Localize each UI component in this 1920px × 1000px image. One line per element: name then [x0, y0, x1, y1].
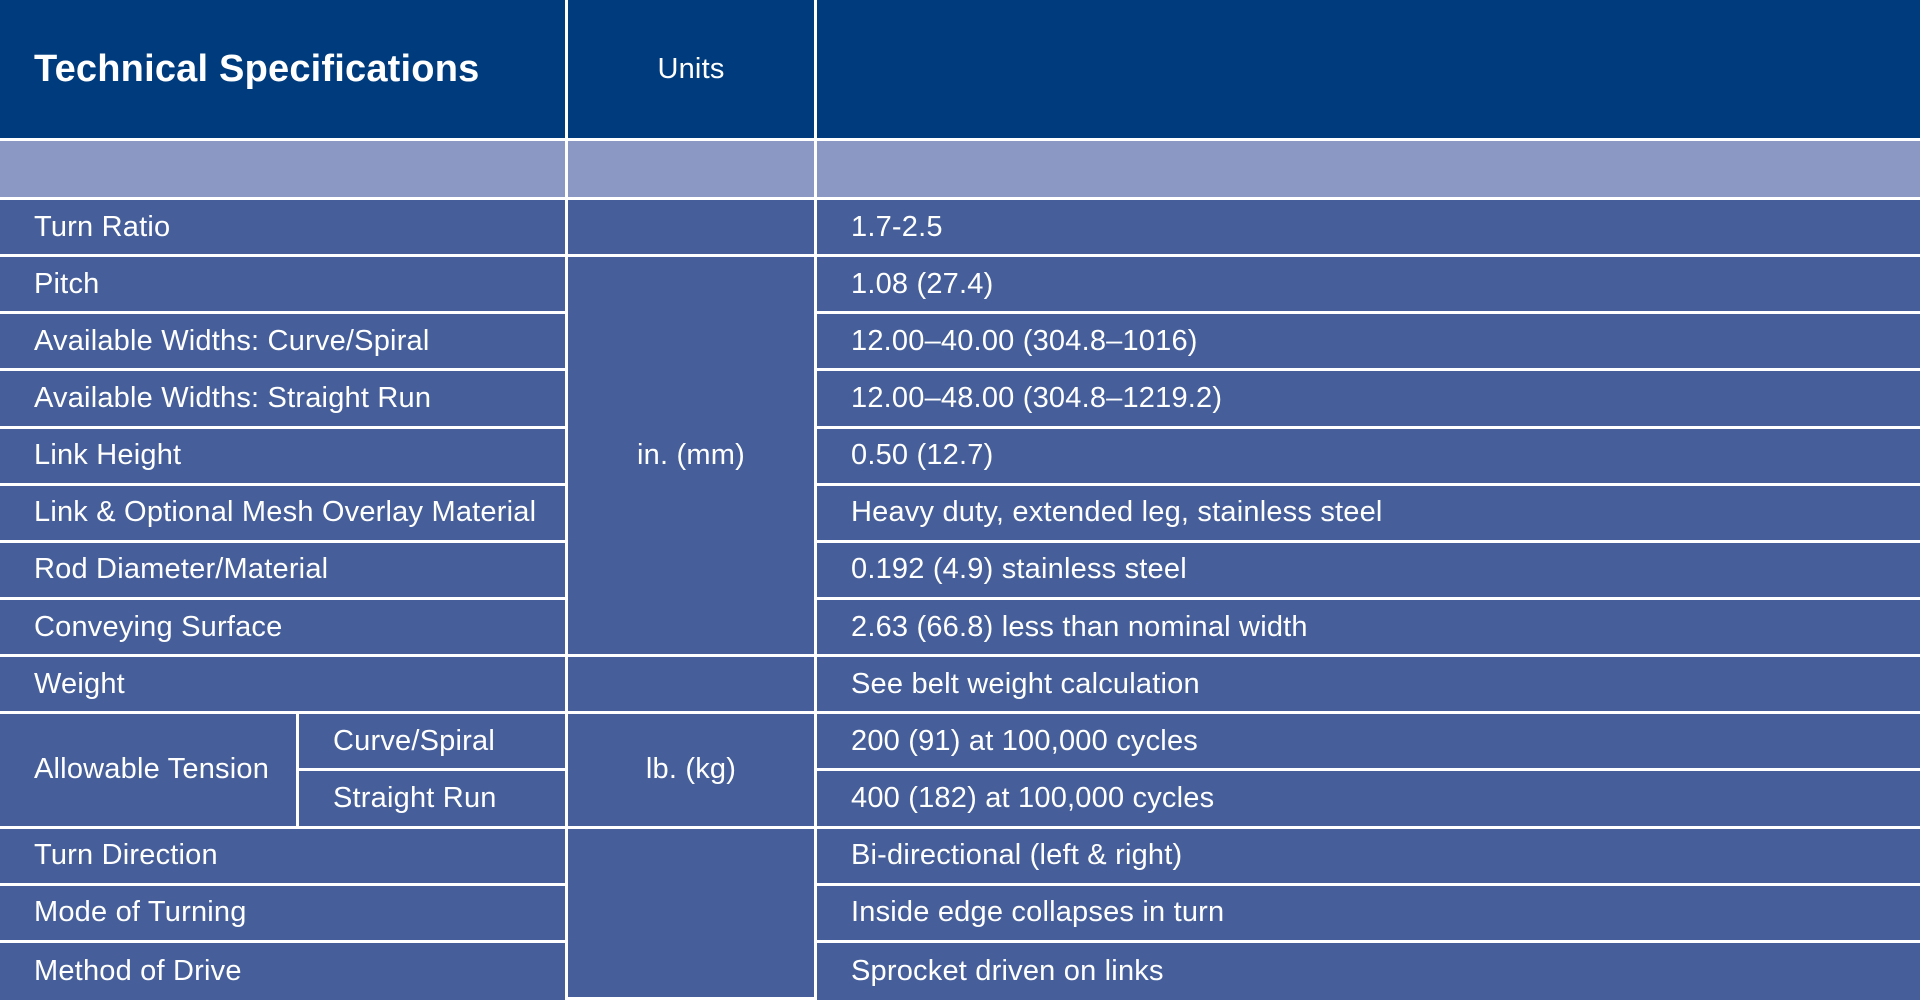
units-lb-kg: lb. (kg) — [568, 714, 817, 828]
link-height-value: 0.50 (12.7) — [817, 429, 1920, 486]
link-height-label: Link Height — [0, 429, 568, 486]
units-in-mm: in. (mm) — [568, 257, 817, 657]
weight-label: Weight — [0, 657, 568, 714]
weight-value: See belt weight calculation — [817, 657, 1920, 714]
widths-curve-value: 12.00–40.00 (304.8–1016) — [817, 314, 1920, 371]
conveying-value: 2.63 (66.8) less than nominal width — [817, 600, 1920, 657]
turn-ratio-label: Turn Ratio — [0, 200, 568, 257]
mode-value: Inside edge collapses in turn — [817, 886, 1920, 943]
mode-label: Mode of Turning — [0, 886, 568, 943]
widths-curve-label: Available Widths: Curve/Spiral — [0, 314, 568, 371]
pitch-value: 1.08 (27.4) — [817, 257, 1920, 314]
subheader-spec-cell — [0, 141, 568, 200]
conveying-label: Conveying Surface — [0, 600, 568, 657]
tension-straight-label: Straight Run — [299, 771, 568, 828]
tension-curve-label: Curve/Spiral — [299, 714, 568, 771]
turn-direction-value: Bi-directional (left & right) — [817, 829, 1920, 886]
link-material-value: Heavy duty, extended leg, stainless steel — [817, 486, 1920, 543]
widths-straight-label: Available Widths: Straight Run — [0, 371, 568, 428]
tension-straight-value: 400 (182) at 100,000 cycles — [817, 771, 1920, 828]
drive-label: Method of Drive — [0, 943, 568, 1000]
widths-straight-value: 12.00–48.00 (304.8–1219.2) — [817, 371, 1920, 428]
value-header — [817, 0, 1920, 141]
link-material-label: Link & Optional Mesh Overlay Material — [0, 486, 568, 543]
table-title: Technical Specifications — [0, 0, 568, 141]
rod-value: 0.192 (4.9) stainless steel — [817, 543, 1920, 600]
tension-label: Allowable Tension — [0, 714, 299, 828]
tension-curve-value: 200 (91) at 100,000 cycles — [817, 714, 1920, 771]
pitch-label: Pitch — [0, 257, 568, 314]
turn-ratio-value: 1.7-2.5 — [817, 200, 1920, 257]
units-header: Units — [568, 0, 817, 141]
drive-value: Sprocket driven on links — [817, 943, 1920, 1000]
subheader-value-cell — [817, 141, 1920, 200]
subheader-units-cell — [568, 141, 817, 200]
rod-label: Rod Diameter/Material — [0, 543, 568, 600]
units-empty-bottom — [568, 829, 817, 1000]
turn-ratio-units — [568, 200, 817, 257]
turn-direction-label: Turn Direction — [0, 829, 568, 886]
weight-units — [568, 657, 817, 714]
